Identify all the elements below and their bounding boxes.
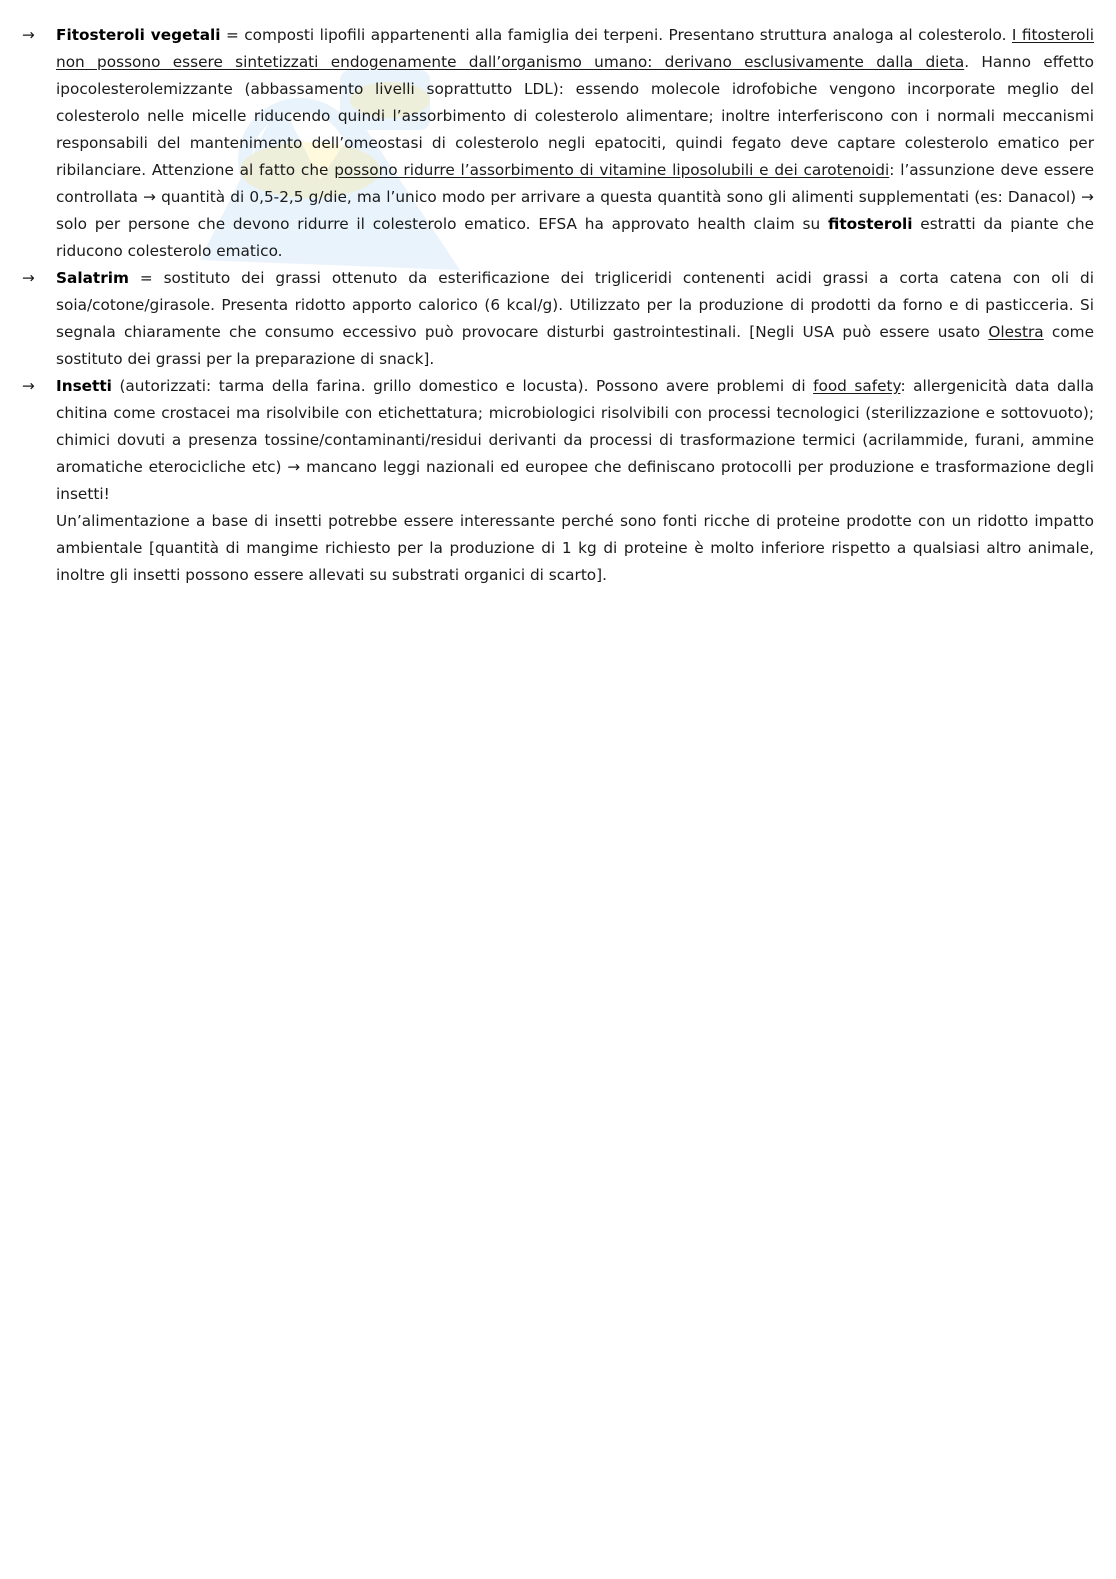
bold-term: Salatrim xyxy=(56,269,129,287)
underlined-text: I fitosteroli non possono essere sintetizzati endogenamente dall’organismo umano: derivano esclusivamente dalla dieta xyxy=(56,26,1094,71)
bullet-item xyxy=(22,22,1094,265)
underlined-text: Olestra xyxy=(988,323,1044,341)
text-run: estratti da piante che riducono colesterolo ematico. xyxy=(56,215,1094,260)
paragraph xyxy=(56,508,1094,589)
paragraph xyxy=(56,265,1094,373)
text-run: . Hanno effetto ipocolesterolemizzante (abbassamento livelli soprattutto LDL): essendo molecole idrofobiche vengono incorporate meglio del colesterolo nelle micelle riducendo quindi l’assorbimento di colesterolo alimentare; inoltre interferiscono con i normali meccanismi responsabili del mantenimento dell’omeostasi di colesterolo negli epatociti, quindi fegato deve captare colesterolo ematico per ribilanciare. Attenzione al fatto che xyxy=(56,53,1094,179)
bold-term: Insetti xyxy=(56,377,112,395)
paragraph xyxy=(56,22,1094,265)
bold-term: Fitosteroli vegetali xyxy=(56,26,221,44)
text-run: = composti lipofili appartenenti alla famiglia dei terpeni. Presentano struttura analoga al colesterolo. xyxy=(220,26,1012,44)
arrow-bullet-icon: → xyxy=(22,26,35,44)
text-run: (autorizzati: tarma della farina. grillo domestico e locusta). Possono avere problemi di xyxy=(111,377,814,395)
arrow-bullet-icon: → xyxy=(22,377,35,395)
bold-term: fitosteroli xyxy=(827,215,913,233)
underlined-text: food safety xyxy=(813,377,901,395)
bullet-item xyxy=(22,373,1094,589)
document-body xyxy=(22,22,1094,589)
text-run: = sostituto dei grassi ottenuto da esterificazione dei trigliceridi contenenti acidi grassi a corta catena con oli di soia/cotone/girasole. Presenta ridotto apporto calorico (6 kcal/g). Utilizzato per la produzione di prodotti da forno e di pasticceria. Si segnala chiaramente che consumo eccessivo può provocare disturbi gastrointestinali. [Negli USA può essere usato xyxy=(56,269,1094,341)
text-run: come sostituto dei grassi per la preparazione di snack]. xyxy=(56,323,1094,368)
text-run: : l’assunzione deve essere controllata → quantità di 0,5-2,5 g/die, ma l’unico modo per arrivare a questa quantità sono gli alimenti supplementati (es: Danacol) → solo per persone che devono ridurre il colesterolo ematico. EFSA ha approvato health claim su xyxy=(56,161,1094,233)
text-run: : allergenicità data dalla chitina come crostacei ma risolvibile con etichettatura; microbiologici risolvibili con processi tecnologici (sterilizzazione e sottovuoto); chimici dovuti a presenza tossine/contaminanti/residui derivanti da processi di trasformazione termici (acrilammide, furani, ammine aromatiche eterocicliche etc) → mancano leggi nazionali ed europee che definiscano protocolli per produzione e trasformazione degli insetti! xyxy=(56,377,1094,503)
arrow-bullet-icon: → xyxy=(22,269,35,287)
text-run: Un’alimentazione a base di insetti potrebbe essere interessante perché sono fonti ricche di proteine prodotte con un ridotto impatto ambientale [quantità di mangime richiesto per la produzione di 1 kg di proteine è molto inferiore rispetto a qualsiasi altro animale, inoltre gli insetti possono essere allevati su substrati organici di scarto]. xyxy=(56,512,1094,584)
paragraph xyxy=(56,373,1094,508)
bullet-item xyxy=(22,265,1094,373)
underlined-text: possono ridurre l’assorbimento di vitamine liposolubili e dei carotenoidi xyxy=(334,161,890,179)
